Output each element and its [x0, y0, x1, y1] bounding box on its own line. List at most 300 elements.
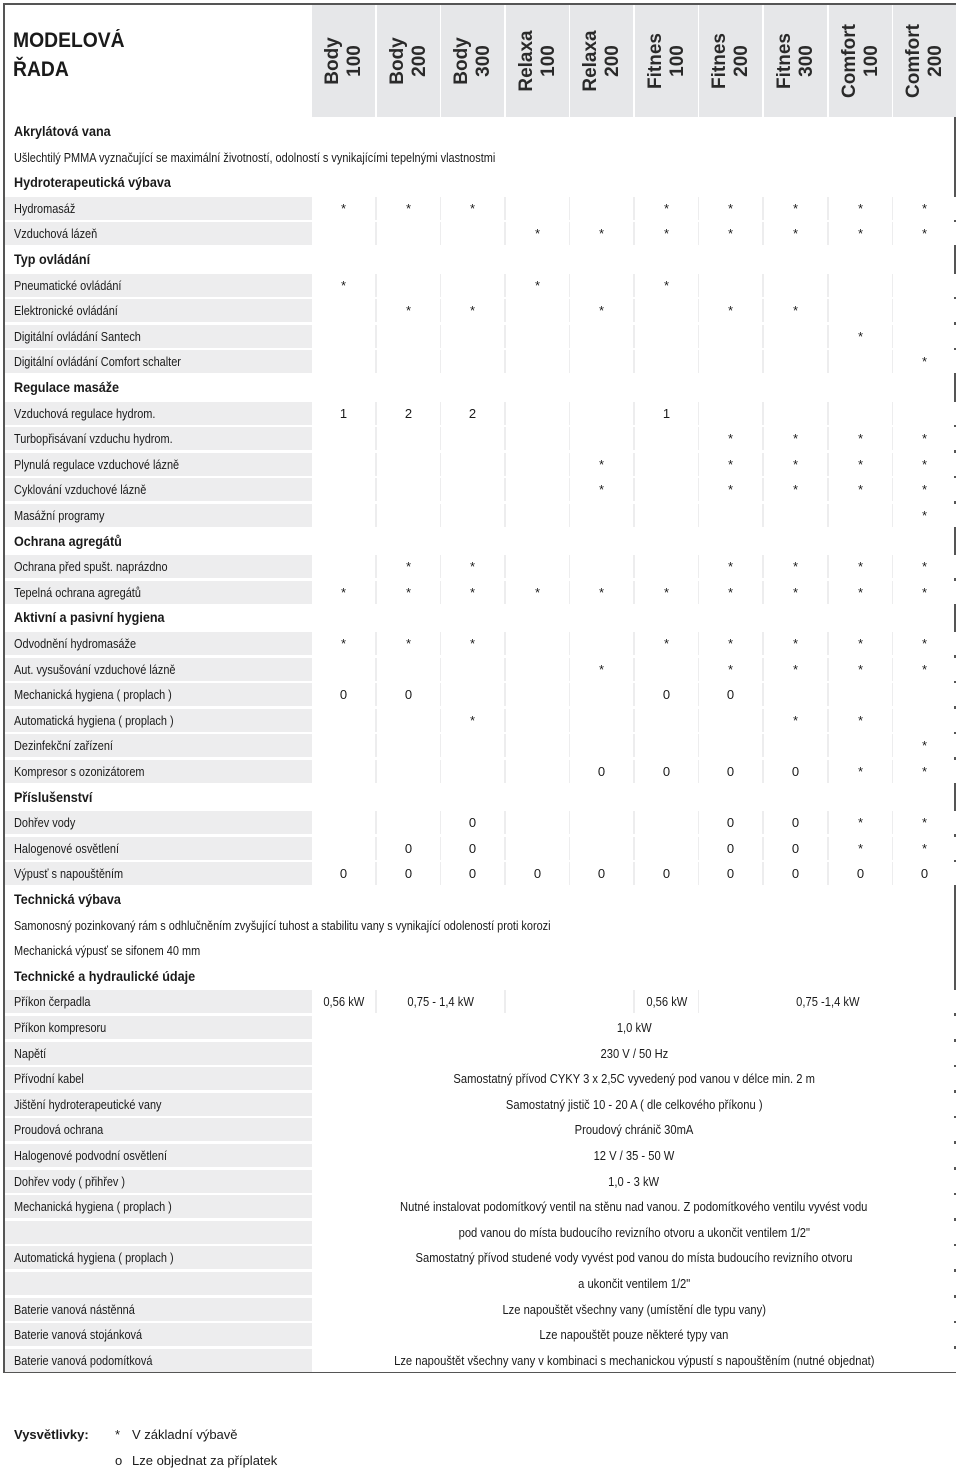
section-heading-row — [5, 888, 954, 911]
row-label: Dohřev vody — [14, 815, 76, 831]
table-cell: * — [635, 197, 698, 220]
row-label: Proudová ochrana — [14, 1122, 104, 1138]
table-row — [5, 1272, 954, 1295]
table-cell — [829, 504, 892, 527]
column-header-8 — [764, 5, 827, 117]
merged-value-text: 0,56 kW — [322, 994, 365, 1010]
table-cell — [635, 811, 698, 834]
table-cell — [635, 427, 698, 450]
table-cell — [699, 325, 762, 348]
row-label: Aut. vysušování vzduchové lázně — [14, 661, 176, 677]
table-cell: * — [829, 222, 892, 245]
table-cell: * — [441, 709, 504, 732]
table-cell — [312, 350, 375, 373]
table-cell: * — [377, 555, 440, 578]
row-label: Napětí — [14, 1045, 47, 1061]
column-header-label: Relaxa 100 — [515, 30, 559, 92]
legend-heading: Vysvětlivky: — [14, 1427, 89, 1442]
legend-symbol-optional: o — [115, 1453, 123, 1468]
table-cell — [829, 274, 892, 297]
table-cell: 0 — [441, 837, 504, 860]
column-header-2 — [377, 5, 440, 117]
column-header-4 — [506, 5, 569, 117]
row-label: Samonosný pozinkovaný rám s odhlučněním zvyšující tuhost a stabilitu vany s vynikající odoleností proti korozi — [14, 917, 551, 933]
table-cell — [377, 274, 440, 297]
full-width-value-text: Lze napouštět pouze některé typy van — [539, 1327, 729, 1343]
section-heading-row — [5, 171, 954, 194]
table-row — [5, 1042, 954, 1065]
column-header-label: Body 300 — [450, 37, 494, 85]
table-cell — [441, 350, 504, 373]
merged-value-cell — [635, 990, 698, 1013]
full-width-value-cell — [312, 1323, 956, 1346]
table-cell: * — [699, 299, 762, 322]
table-cell: 0 — [506, 862, 569, 885]
table-cell — [312, 811, 375, 834]
table-cell — [570, 274, 633, 297]
section-heading: Technická výbava — [14, 891, 121, 907]
table-cell: 0 — [377, 862, 440, 885]
table-cell — [764, 350, 827, 373]
table-cell — [312, 837, 375, 860]
table-cell: * — [893, 760, 956, 783]
section-heading-row — [5, 248, 954, 271]
table-cell — [570, 197, 633, 220]
legend-text-standard: V základní výbavě — [132, 1427, 238, 1442]
table-cell — [893, 402, 956, 425]
table-cell: 0 — [570, 760, 633, 783]
table-cell: * — [829, 709, 892, 732]
table-cell: * — [312, 581, 375, 604]
row-label: Halogenové osvětlení — [14, 840, 120, 856]
table-cell: * — [764, 453, 827, 476]
table-cell — [377, 760, 440, 783]
table-cell — [506, 632, 569, 655]
table-cell: * — [829, 760, 892, 783]
legend-symbol-standard: * — [115, 1427, 121, 1442]
row-label: Digitální ovládání Santech — [14, 328, 141, 344]
table-cell: * — [829, 658, 892, 681]
row-label: Elektronické ovládání — [14, 303, 118, 319]
table-row — [5, 990, 954, 1013]
table-cell: * — [570, 581, 633, 604]
row-label: Masážní programy — [14, 508, 105, 523]
table-cell: 0 — [699, 837, 762, 860]
table-cell — [699, 504, 762, 527]
table-cell: * — [764, 299, 827, 322]
table-cell: 0 — [635, 760, 698, 783]
table-cell: * — [764, 581, 827, 604]
table-cell — [377, 325, 440, 348]
title-line-1: MODELOVÁ — [13, 29, 125, 52]
title-line-2: ŘADA — [13, 58, 69, 81]
table-cell: * — [377, 632, 440, 655]
table-cell — [635, 478, 698, 501]
table-cell: 0 — [829, 862, 892, 885]
table-cell: 0 — [635, 862, 698, 885]
full-width-value-text: 1,0 - 3 kW — [608, 1173, 660, 1189]
table-cell: * — [377, 197, 440, 220]
table-cell: * — [699, 478, 762, 501]
table-cell: * — [699, 658, 762, 681]
table-cell: * — [699, 581, 762, 604]
merged-value-cell — [312, 990, 375, 1013]
legend-text-optional: Lze objednat za příplatek — [132, 1453, 278, 1468]
table-cell — [506, 683, 569, 706]
table-cell: * — [893, 504, 956, 527]
row-label: Baterie vanová stojánková — [14, 1327, 143, 1343]
table-cell: * — [893, 427, 956, 450]
section-heading: Aktivní a pasivní hygiena — [14, 609, 165, 626]
table-cell — [506, 197, 569, 220]
column-header-1 — [312, 5, 375, 117]
table-cell — [570, 734, 633, 757]
row-label: Ochrana před spušt. naprázdno — [14, 559, 168, 575]
table-cell — [441, 658, 504, 681]
table-cell: 0 — [312, 862, 375, 885]
table-cell — [312, 734, 375, 757]
table-row — [5, 427, 954, 450]
table-cell — [829, 299, 892, 322]
table-cell — [506, 760, 569, 783]
table-cell — [441, 325, 504, 348]
table-cell — [506, 299, 569, 322]
table-cell — [441, 683, 504, 706]
table-cell — [506, 478, 569, 501]
table-cell: 0 — [312, 683, 375, 706]
table-cell: 1 — [312, 402, 375, 425]
table-cell: 1 — [635, 402, 698, 425]
table-row — [5, 1349, 954, 1372]
table-row — [5, 197, 954, 220]
table-cell: * — [764, 658, 827, 681]
full-width-value-cell — [312, 1093, 956, 1116]
full-width-value-cell — [312, 1118, 956, 1141]
column-header-label: Comfort 200 — [902, 24, 946, 98]
section-heading: Technické a hydraulické údaje — [14, 967, 196, 984]
table-row — [5, 402, 954, 425]
row-label: Automatická hygiena ( proplach ) — [14, 712, 174, 728]
column-header-5 — [570, 5, 633, 117]
table-row — [5, 683, 954, 706]
table-cell — [764, 402, 827, 425]
table-cell: * — [893, 350, 956, 373]
table-cell — [893, 683, 956, 706]
table-row — [5, 709, 954, 732]
table-cell: * — [441, 197, 504, 220]
table-cell — [699, 402, 762, 425]
table-cell: * — [699, 222, 762, 245]
table-row — [5, 146, 954, 169]
table-cell — [312, 299, 375, 322]
table-cell: * — [893, 632, 956, 655]
table-cell: 0 — [764, 811, 827, 834]
row-label: Jištění hydroterapeutické vany — [14, 1096, 162, 1112]
table-cell — [635, 299, 698, 322]
table-cell — [377, 478, 440, 501]
full-width-value-text: Samostatný přívod studené vody vyvést pod vanou do místa budoucího revizního otvoru — [415, 1250, 853, 1266]
table-cell — [635, 504, 698, 527]
table-cell: * — [312, 274, 375, 297]
full-width-value-text: Samostatný přívod CYKY 3 x 2,5C vyvedený pod vanou v délce min. 2 m — [453, 1071, 815, 1087]
table-cell: * — [829, 325, 892, 348]
table-cell — [635, 555, 698, 578]
table-cell: * — [764, 709, 827, 732]
table-cell: * — [829, 837, 892, 860]
table-cell: * — [893, 555, 956, 578]
row-label: Dohřev vody ( přihřev ) — [14, 1173, 126, 1189]
column-header-10 — [893, 5, 956, 117]
row-label: Mechanická hygiena ( proplach ) — [14, 1199, 172, 1215]
table-row — [5, 555, 954, 578]
table-row — [5, 914, 954, 937]
merged-value-text: 0,75 - 1,4 kW — [407, 994, 474, 1010]
table-cell — [506, 350, 569, 373]
table-cell: 0 — [764, 760, 827, 783]
table-cell: * — [570, 299, 633, 322]
table-cell — [635, 658, 698, 681]
table-cell — [764, 683, 827, 706]
table-cell — [377, 350, 440, 373]
row-label: Vzduchová regulace hydrom. — [14, 405, 156, 421]
table-row — [5, 1067, 954, 1090]
table-cell — [570, 709, 633, 732]
table-cell: 2 — [441, 402, 504, 425]
table-row — [5, 939, 954, 962]
table-cell: * — [829, 453, 892, 476]
table-cell — [312, 504, 375, 527]
row-label: Digitální ovládání Comfort schalter — [14, 354, 181, 370]
table-cell — [506, 402, 569, 425]
section-heading: Typ ovládání — [14, 251, 91, 267]
table-cell — [829, 350, 892, 373]
table-cell: * — [893, 658, 956, 681]
table-cell: * — [699, 632, 762, 655]
table-cell: * — [699, 197, 762, 220]
table-row — [5, 274, 954, 297]
column-header-label: Body 200 — [386, 37, 430, 85]
full-width-value-text: 12 V / 35 - 50 W — [593, 1148, 675, 1163]
table-cell — [312, 760, 375, 783]
row-label: Dezinfekční zařízení — [14, 738, 113, 754]
table-row — [5, 632, 954, 655]
table-row — [5, 1298, 954, 1321]
table-cell: * — [570, 478, 633, 501]
table-cell — [570, 427, 633, 450]
table-cell — [764, 325, 827, 348]
table-row — [5, 581, 954, 604]
full-width-value-text: Proudový chránič 30mA — [574, 1122, 694, 1138]
row-label: Tepelná ochrana agregátů — [14, 584, 141, 600]
table-cell — [441, 760, 504, 783]
table-cell: * — [893, 478, 956, 501]
table-cell — [377, 453, 440, 476]
row-label: Baterie vanová nástěnná — [14, 1301, 135, 1317]
table-cell: 0 — [699, 862, 762, 885]
table-cell: * — [699, 555, 762, 578]
row-label: Cyklování vzduchové lázně — [14, 482, 147, 498]
table-cell — [377, 811, 440, 834]
full-width-value-text: 230 V / 50 Hz — [600, 1045, 668, 1061]
table-cell: 0 — [570, 862, 633, 885]
table-cell — [635, 734, 698, 757]
table-cell — [441, 734, 504, 757]
table-row — [5, 734, 954, 757]
table-cell: * — [893, 734, 956, 757]
table-cell — [506, 734, 569, 757]
table-cell — [506, 658, 569, 681]
table-cell — [441, 427, 504, 450]
row-label: Výpusť s napouštěním — [14, 866, 124, 882]
column-header-label: Relaxa 200 — [579, 30, 623, 92]
merged-value-cell — [699, 990, 956, 1013]
column-header-label: Comfort 100 — [838, 24, 882, 98]
table-cell: 0 — [441, 811, 504, 834]
full-width-value-text: 1,0 kW — [616, 1020, 652, 1035]
table-cell: 0 — [635, 683, 698, 706]
table-cell: * — [764, 555, 827, 578]
table-cell — [506, 837, 569, 860]
table-cell — [312, 453, 375, 476]
table-cell — [377, 658, 440, 681]
section-heading-row — [5, 120, 954, 143]
full-width-value-cell — [312, 1042, 956, 1065]
row-label: Automatická hygiena ( proplach ) — [14, 1250, 174, 1266]
table-cell — [506, 555, 569, 578]
table-cell: * — [570, 453, 633, 476]
table-cell — [312, 478, 375, 501]
table-row — [5, 350, 954, 373]
table-cell — [699, 274, 762, 297]
table-cell: 0 — [441, 862, 504, 885]
row-label: Vzduchová lázeň — [14, 226, 98, 242]
table-cell: * — [441, 632, 504, 655]
table-cell: * — [893, 811, 956, 834]
table-row — [5, 222, 954, 245]
full-width-value-text: a ukončit ventilem 1/2" — [577, 1276, 691, 1291]
table-cell — [635, 837, 698, 860]
full-width-value-cell — [312, 1221, 956, 1244]
full-width-value-cell — [312, 1272, 956, 1295]
section-heading-row — [5, 965, 954, 988]
full-width-value-text: Samostatný jistič 10 - 20 A ( dle celkového příkonu ) — [505, 1096, 763, 1112]
table-cell — [570, 683, 633, 706]
row-label: Mechanická hygiena ( proplach ) — [14, 687, 172, 703]
table-cell — [377, 427, 440, 450]
full-width-value-cell — [312, 1246, 956, 1269]
table-cell: * — [764, 197, 827, 220]
table-cell: * — [441, 555, 504, 578]
full-width-value-cell — [312, 1349, 956, 1372]
table-cell: * — [829, 581, 892, 604]
table-cell: * — [506, 274, 569, 297]
table-cell: * — [764, 427, 827, 450]
table-cell — [764, 504, 827, 527]
full-width-value-text: Lze napouštět všechny vany v kombinaci s mechanickou výpustí s napouštěním (nutné objednat) — [393, 1352, 875, 1368]
table-cell — [312, 658, 375, 681]
section-heading: Akrylátová vana — [14, 123, 111, 139]
table-cell: * — [570, 658, 633, 681]
table-row — [5, 1144, 954, 1167]
full-width-value-text: pod vanou do místa budoucího revizního otvoru a ukončit ventilem 1/2" — [458, 1224, 810, 1240]
table-cell — [506, 504, 569, 527]
table-cell — [635, 325, 698, 348]
table-row — [5, 299, 954, 322]
table-cell — [506, 427, 569, 450]
column-header-9 — [829, 5, 892, 117]
row-label: Plynulá regulace vzduchové lázně — [14, 456, 180, 472]
table-row — [5, 453, 954, 476]
table-cell: * — [764, 222, 827, 245]
table-cell — [893, 299, 956, 322]
table-cell: * — [699, 427, 762, 450]
table-cell: * — [377, 299, 440, 322]
table-cell — [441, 504, 504, 527]
table-cell: * — [312, 632, 375, 655]
full-width-value-cell — [312, 1144, 956, 1167]
table-cell — [312, 222, 375, 245]
table-cell — [312, 427, 375, 450]
row-label: Hydromasáž — [14, 200, 76, 216]
table-cell: * — [635, 581, 698, 604]
merged-value-text: 0,56 kW — [645, 994, 688, 1010]
column-header-7 — [699, 5, 762, 117]
table-cell: * — [829, 427, 892, 450]
table-cell — [699, 734, 762, 757]
table-cell — [506, 709, 569, 732]
page-title — [13, 26, 125, 84]
table-row — [5, 1246, 954, 1269]
table-cell: * — [506, 581, 569, 604]
table-cell: 0 — [699, 811, 762, 834]
table-row — [5, 478, 954, 501]
table-cell: 0 — [764, 862, 827, 885]
table-row — [5, 1221, 954, 1244]
table-cell — [377, 709, 440, 732]
table-cell: * — [829, 197, 892, 220]
table-cell: * — [441, 299, 504, 322]
table-cell — [441, 222, 504, 245]
table-cell — [635, 453, 698, 476]
table-cell — [506, 811, 569, 834]
row-label: Odvodnění hydromasáže — [14, 636, 137, 651]
table-cell — [893, 274, 956, 297]
table-cell: * — [635, 632, 698, 655]
row-label: Pneumatické ovládání — [14, 277, 122, 293]
table-cell: * — [893, 581, 956, 604]
table-cell — [893, 325, 956, 348]
section-heading: Regulace masáže — [14, 379, 120, 395]
table-row — [5, 837, 954, 860]
table-cell: 0 — [377, 837, 440, 860]
table-cell: * — [893, 197, 956, 220]
table-row — [5, 862, 954, 885]
table-row — [5, 658, 954, 681]
full-width-value-cell — [312, 1195, 956, 1218]
full-width-value-text: Lze napouštět všechny vany (umístění dle typu vany) — [502, 1301, 766, 1317]
merged-value-cell — [377, 990, 504, 1013]
table-cell: * — [506, 222, 569, 245]
table-cell — [829, 402, 892, 425]
table-cell — [377, 222, 440, 245]
table-cell: * — [764, 478, 827, 501]
table-cell: * — [699, 453, 762, 476]
table-cell: * — [635, 274, 698, 297]
table-cell: * — [829, 478, 892, 501]
table-cell — [570, 837, 633, 860]
table-cell — [699, 709, 762, 732]
table-cell: * — [377, 581, 440, 604]
